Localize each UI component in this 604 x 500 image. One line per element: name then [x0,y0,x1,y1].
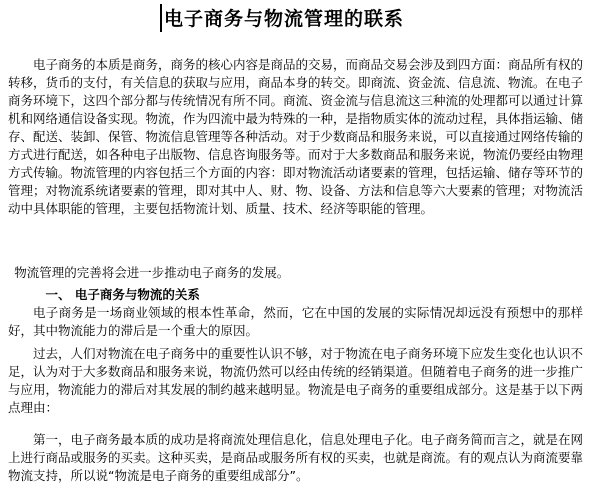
paragraph-logistics-promotes-text: 物流管理的完善将会进一步推动电子商务的发展。 [14,265,290,280]
paragraph-logistics-promotes [8,264,583,282]
section-heading: 一、 电子商务与物流的关系 [45,287,200,302]
paragraph-first-reason: 第一，电子商务最本质的成功是将商流处理信息化，信息处理电子化。电子商务简而言之，就是在网上进行商品或服务的买卖。这种买卖，是商品或服务所有权的买卖，也就是商流。有的观点认为商流要靠物流支持，所以说“物流是电子商务的重要组成部分”。 [8,432,584,483]
paragraph-commerce-flows: 电子商务的本质是商务，商务的核心内容是商品的交易，而商品交易会涉及到四方面：商品所有权的转移，货币的支付，有关信息的获取与应用，商品本身的转交。即商流、资金流、信息流、物流。在电子商务环境下，这四个部分都与传统情况有所不同。商流、资金流与信息流这三种流的处理都可以通过计算机和网络通信设备实现。物流，作为四流中最为特殊的一种，是指物质实体的流动过程，具体指运输、储存、配送、装卸、保管、物流信息管理等各种活动。对于少数商品和服务来说，可以直接通过网络传输的方式进行配送，如各种电子出版物、信息咨询服务等。而对于大多数商品和服务来说，物流仍要经由物理方式传输。物流管理的内容包括三个方面的内容：即对物流活动诸要素的管理，包括运输、储存等环节的管理；对物流系统诸要素的管理，即对其中人、财、物、设备、方法和信息等六大要素的管理；对物流活动中具体职能的管理，主要包括物流计划、质量、技术、经济等职能的管理。 [8,57,584,216]
paragraph-past-understanding: 过去，人们对物流在电子商务中的重要性认识不够，对于物流在电子商务环境下应发生变化也认识不足，认为对于大多数商品和服务来说，物流仍然可以经由传统的经销渠道。但随着电子商务的进一步推广与应用，物流能力的滞后对其发展的制约越来越明显。物流是电子商务的重要组成部分。这是基于以下两点理由： [8,346,584,415]
text-cursor [160,4,162,32]
document-title: 电子商务与物流管理的联系 [164,8,405,30]
paragraph-revolution: 电子商务是一场商业领域的根本性革命，然而，它在中国的发展的实际情况却远没有预想中的那样好，其中物流能力的滞后是一个重大的原因。 [8,305,583,338]
